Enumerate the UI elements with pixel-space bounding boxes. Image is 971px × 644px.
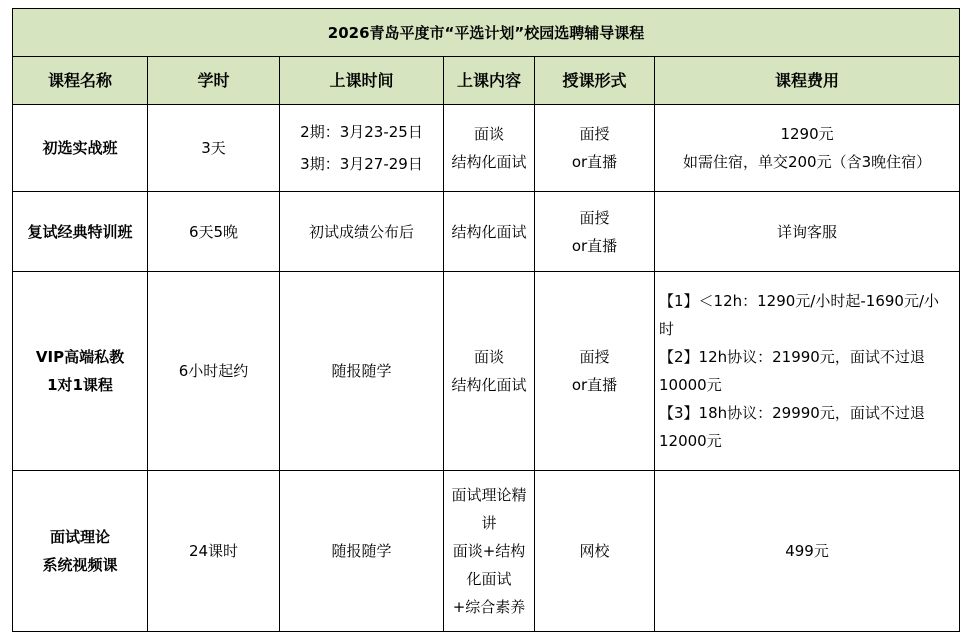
- course-name-cell: [13, 105, 148, 192]
- time-line: 随报随学: [331, 541, 392, 560]
- format-line: or直播: [571, 153, 618, 172]
- course-name-cell: [13, 272, 148, 470]
- fee-cell: [655, 470, 960, 631]
- time-cell: [280, 272, 444, 470]
- content-line: 结构化面试: [451, 153, 527, 172]
- content-line: 面谈+结构: [452, 541, 526, 560]
- content-line: 化面试: [466, 569, 512, 588]
- header-class-content: 上课内容: [444, 57, 535, 105]
- course-name: VIP高端私教: [35, 348, 125, 367]
- header-teaching-format: 授课形式: [535, 57, 655, 105]
- course-name: 初选实战班: [42, 139, 118, 158]
- header-course-fee: 课程费用: [655, 57, 960, 105]
- content-cell: [444, 192, 535, 272]
- hours-cell: 3天: [148, 105, 280, 192]
- time-cell: [280, 192, 444, 272]
- time-line: 随报随学: [331, 362, 392, 381]
- content-line: 面谈: [473, 348, 504, 367]
- hours-cell: 6天5晚: [148, 192, 280, 272]
- course-name: 复试经典特训班: [27, 222, 133, 241]
- time-line: 3期：3月27-29日: [300, 155, 423, 174]
- time-cell: [280, 105, 444, 192]
- fee-line: 【1】＜12h：1290元/小时起-1690元/小: [659, 292, 940, 311]
- format-cell: [535, 470, 655, 631]
- fee-line: 如需住宿，单交200元（含3晚住宿）: [682, 153, 932, 172]
- content-line: 讲: [481, 513, 497, 532]
- fee-line: 12000元: [659, 432, 722, 451]
- table-row: [13, 192, 960, 272]
- title-row: [13, 9, 960, 57]
- course-name: 面试理论: [49, 527, 110, 546]
- fee-line: 499元: [785, 541, 829, 560]
- course-name-cell: [13, 470, 148, 631]
- content-line: +综合素养: [452, 597, 526, 616]
- course-table: [12, 8, 960, 632]
- format-cell: [535, 272, 655, 470]
- time-line: 2期：3月23-25日: [300, 123, 423, 142]
- format-line: 面授: [579, 348, 610, 367]
- fee-line: 详询客服: [777, 222, 838, 241]
- table-row: [13, 272, 960, 470]
- hours-cell: 24课时: [148, 470, 280, 631]
- fee-cell: [655, 272, 960, 470]
- fee-line: 1290元: [780, 125, 834, 144]
- format-cell: [535, 192, 655, 272]
- format-line: 网校: [579, 541, 610, 560]
- fee-cell: [655, 105, 960, 192]
- content-cell: [444, 105, 535, 192]
- table-row: [13, 470, 960, 631]
- time-line: 初试成绩公布后: [308, 222, 414, 241]
- content-cell: [444, 470, 535, 631]
- header-hours: 学时: [148, 57, 280, 105]
- format-line: 面授: [579, 125, 610, 144]
- format-line: or直播: [571, 236, 618, 255]
- fee-cell: [655, 192, 960, 272]
- header-course-name: 课程名称: [13, 57, 148, 105]
- header-row: [13, 57, 960, 105]
- content-line: 面谈: [473, 125, 504, 144]
- course-name: 1对1课程: [47, 376, 113, 395]
- table-row: [13, 105, 960, 192]
- content-line: 面试理论精: [451, 485, 527, 504]
- course-name: 系统视频课: [42, 555, 118, 574]
- format-cell: [535, 105, 655, 192]
- fee-line: 【2】12h协议：21990元，面试不过退: [659, 348, 925, 367]
- content-cell: [444, 272, 535, 470]
- fee-line: 时: [659, 320, 675, 339]
- table-title: 2026青岛平度市“平选计划”校园选聘辅导课程: [13, 9, 960, 57]
- format-line: 面授: [579, 208, 610, 227]
- fee-line: 10000元: [659, 376, 722, 395]
- time-cell: [280, 470, 444, 631]
- format-line: or直播: [571, 376, 618, 395]
- content-line: 结构化面试: [451, 222, 527, 241]
- fee-line: 【3】18h协议：29990元，面试不过退: [659, 404, 925, 423]
- hours-cell: 6小时起约: [148, 272, 280, 470]
- course-name-cell: [13, 192, 148, 272]
- content-line: 结构化面试: [451, 376, 527, 395]
- header-class-time: 上课时间: [280, 57, 444, 105]
